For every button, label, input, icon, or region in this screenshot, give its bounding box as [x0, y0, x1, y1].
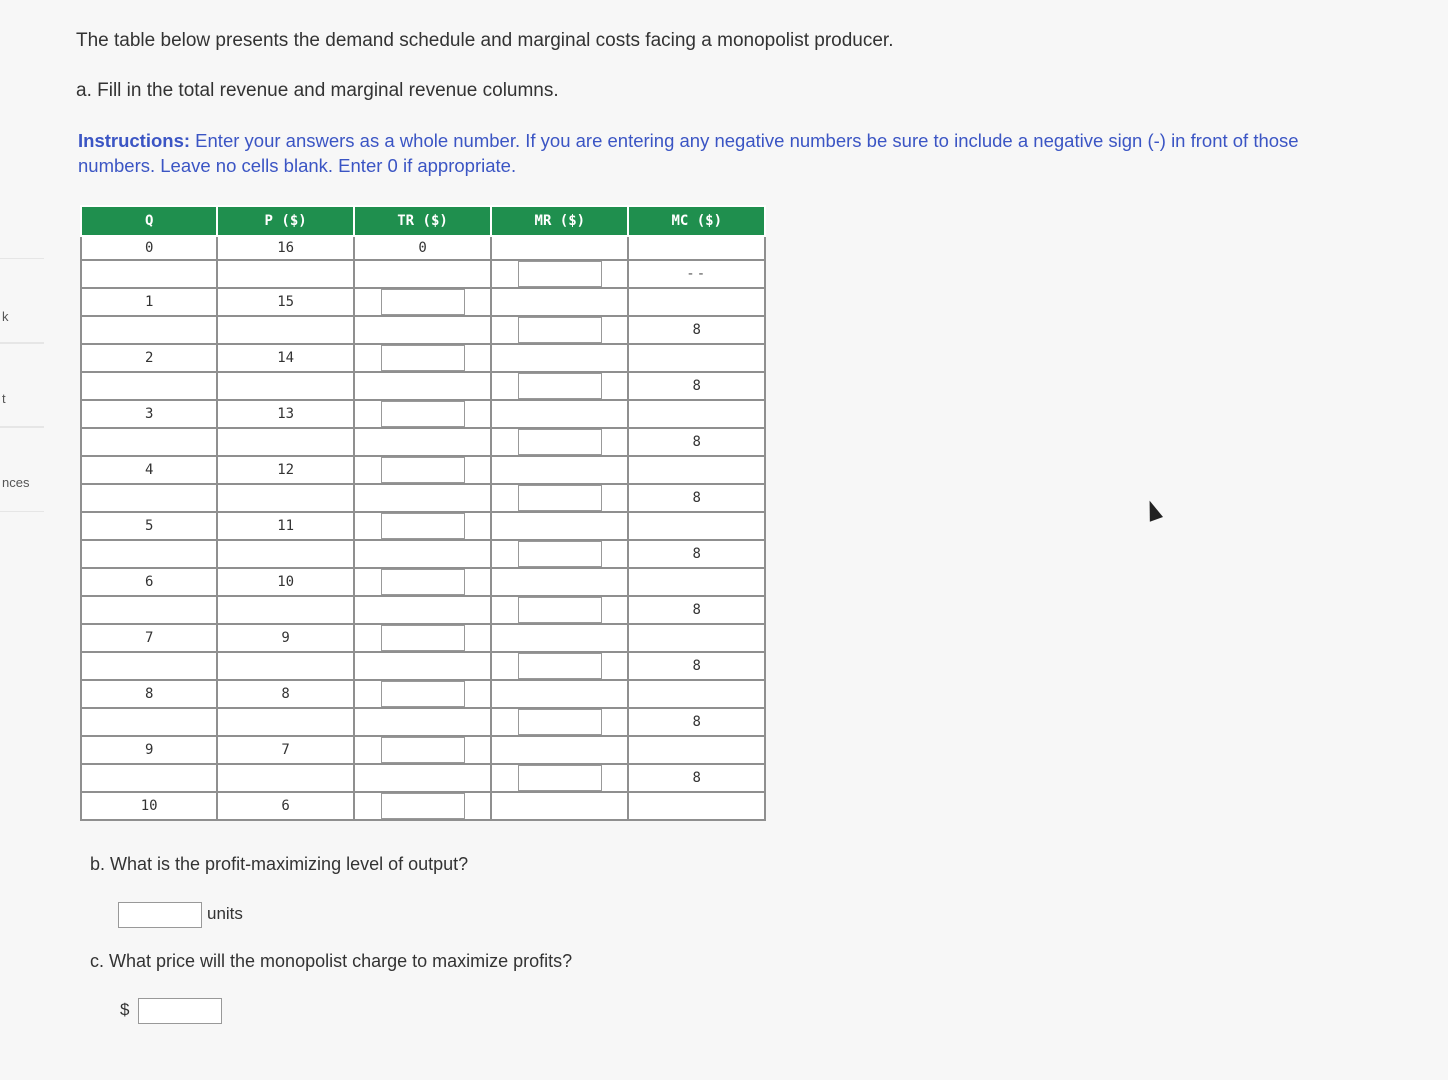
table-row-between [81, 428, 765, 456]
mr-cell [491, 400, 628, 428]
mr-input[interactable] [518, 709, 602, 735]
tr-input[interactable] [381, 569, 465, 595]
demand-schedule-table [80, 205, 766, 821]
q-cell: 1 [81, 288, 217, 316]
mr-input[interactable] [518, 765, 602, 791]
q-cell [81, 540, 217, 568]
sidebar-item-3[interactable] [0, 426, 44, 512]
mr-cell [491, 708, 628, 736]
mr-cell [491, 792, 628, 820]
q-cell: 7 [81, 624, 217, 652]
tr-cell [354, 708, 491, 736]
tr-cell [354, 400, 491, 428]
tr-input[interactable] [381, 513, 465, 539]
p-cell [217, 428, 354, 456]
table-row-q0 [81, 236, 765, 260]
mc-cell: 8 [628, 764, 765, 792]
q-cell: 3 [81, 400, 217, 428]
p-cell [217, 652, 354, 680]
tr-cell [354, 316, 491, 344]
p-cell: 12 [217, 456, 354, 484]
instructions-text: Enter your answers as a whole number. If you are entering any negative numbers be sure to include a negative sign (-) in front of those numbers. Leave no cells blank. Enter 0 if appropriate. [78, 130, 1299, 176]
p-cell: 14 [217, 344, 354, 372]
mc-cell: 8 [628, 596, 765, 624]
p-cell [217, 372, 354, 400]
table-row [81, 456, 765, 484]
mr-cell [491, 344, 628, 372]
table-row [81, 400, 765, 428]
tr-cell [354, 680, 491, 708]
table-header-row [81, 206, 765, 236]
table-row-between [81, 372, 765, 400]
tr-cell [354, 372, 491, 400]
question-part-a: a. Fill in the total revenue and marginal revenue columns. [76, 80, 559, 101]
table-row [81, 736, 765, 764]
sidebar-item-2[interactable] [0, 342, 44, 428]
question-intro: The table below presents the demand schedule and marginal costs facing a monopolist producer. [76, 30, 894, 51]
p-cell: 10 [217, 568, 354, 596]
output-answer-input[interactable] [118, 902, 202, 928]
mr-input[interactable] [518, 373, 602, 399]
q-cell [81, 484, 217, 512]
tr-cell [354, 596, 491, 624]
q-cell [81, 708, 217, 736]
tr-input[interactable] [381, 625, 465, 651]
mr-cell [491, 512, 628, 540]
tr-cell [354, 736, 491, 764]
p-cell [217, 540, 354, 568]
mc-cell [628, 736, 765, 764]
table-row-between [81, 484, 765, 512]
p-cell: 9 [217, 624, 354, 652]
q-cell: 9 [81, 736, 217, 764]
mc-cell: 8 [628, 316, 765, 344]
table-row [81, 512, 765, 540]
table-row-between [81, 316, 765, 344]
mr-cell [491, 236, 628, 260]
table-row [81, 568, 765, 596]
mr-cell [491, 596, 628, 624]
header-q: Q [81, 206, 217, 236]
table-row-between [81, 764, 765, 792]
q-cell [81, 316, 217, 344]
q-cell: 6 [81, 568, 217, 596]
table-row [81, 624, 765, 652]
tr-cell [354, 568, 491, 596]
p-cell: 8 [217, 680, 354, 708]
left-sidebar [0, 0, 44, 1080]
mc-cell [628, 288, 765, 316]
table-row-between [81, 708, 765, 736]
units-label: units [207, 904, 243, 923]
mc-cell [628, 792, 765, 820]
q-cell: 0 [81, 236, 217, 260]
mr-input[interactable] [518, 429, 602, 455]
tr-cell [354, 540, 491, 568]
mr-input[interactable] [518, 317, 602, 343]
tr-input[interactable] [381, 793, 465, 819]
mr-cell [491, 428, 628, 456]
sidebar-item-label: nces [2, 475, 30, 490]
mr-input[interactable] [518, 541, 602, 567]
mc-value: -- [686, 266, 708, 282]
mc-cell [628, 344, 765, 372]
tr-cell [354, 652, 491, 680]
mc-cell [628, 260, 765, 288]
tr-input[interactable] [381, 345, 465, 371]
mr-cell [491, 680, 628, 708]
tr-input[interactable] [381, 457, 465, 483]
mc-cell: 8 [628, 372, 765, 400]
tr-cell [354, 792, 491, 820]
mc-cell: 8 [628, 428, 765, 456]
tr-cell [354, 764, 491, 792]
q-cell: 8 [81, 680, 217, 708]
q-cell [81, 652, 217, 680]
tr-cell [354, 428, 491, 456]
p-cell [217, 764, 354, 792]
q-cell [81, 372, 217, 400]
p-cell: 15 [217, 288, 354, 316]
tr-cell [354, 288, 491, 316]
mr-cell [491, 540, 628, 568]
p-cell: 13 [217, 400, 354, 428]
p-cell: 6 [217, 792, 354, 820]
mc-cell: 8 [628, 540, 765, 568]
mr-cell [491, 372, 628, 400]
question-part-b: b. What is the profit-maximizing level of output? [90, 854, 469, 874]
mr-cell [491, 484, 628, 512]
mc-cell [628, 236, 765, 260]
table-row [81, 288, 765, 316]
mr-input[interactable] [518, 653, 602, 679]
tr-input[interactable] [381, 737, 465, 763]
p-cell: 7 [217, 736, 354, 764]
mr-cell [491, 316, 628, 344]
mr-cell [491, 764, 628, 792]
dollar-sign: $ [120, 1000, 130, 1019]
header-mr: MR ($) [491, 206, 628, 236]
q-cell: 4 [81, 456, 217, 484]
mr-input[interactable] [518, 485, 602, 511]
p-cell [217, 708, 354, 736]
table-row-between [81, 652, 765, 680]
tr-cell [354, 484, 491, 512]
q-cell: 10 [81, 792, 217, 820]
p-cell: 11 [217, 512, 354, 540]
mc-cell [628, 456, 765, 484]
tr-input[interactable] [381, 401, 465, 427]
mc-cell [628, 568, 765, 596]
p-cell [217, 316, 354, 344]
sidebar-item-label: t [2, 391, 6, 406]
mc-cell [628, 680, 765, 708]
instructions [78, 128, 1368, 178]
p-cell: 16 [217, 236, 354, 260]
q-cell [81, 596, 217, 624]
sidebar-item-label: k [2, 309, 9, 324]
q-cell: 5 [81, 512, 217, 540]
q-cell [81, 428, 217, 456]
mr-cell [491, 652, 628, 680]
mc-cell: 8 [628, 484, 765, 512]
price-answer-input[interactable] [138, 998, 222, 1024]
mc-cell: 8 [628, 708, 765, 736]
p-cell [217, 260, 354, 288]
tr-input[interactable] [381, 289, 465, 315]
mr-cell [491, 568, 628, 596]
table-row-between [81, 540, 765, 568]
tr-input[interactable] [381, 681, 465, 707]
mr-cell [491, 288, 628, 316]
mc-cell: 8 [628, 652, 765, 680]
q-cell [81, 260, 217, 288]
instructions-label: Instructions: [78, 130, 191, 151]
mr-cell [491, 624, 628, 652]
table-row [81, 344, 765, 372]
mouse-pointer-icon [1143, 498, 1163, 522]
p-cell [217, 596, 354, 624]
tr-cell [354, 624, 491, 652]
tr-cell [354, 456, 491, 484]
header-p: P ($) [217, 206, 354, 236]
header-mc: MC ($) [628, 206, 765, 236]
table-row [81, 792, 765, 820]
question-part-c: c. What price will the monopolist charge to maximize profits? [90, 951, 573, 971]
mr-cell [491, 736, 628, 764]
mc-cell [628, 624, 765, 652]
table-row-between [81, 260, 765, 288]
q-cell: 2 [81, 344, 217, 372]
tr-cell [354, 512, 491, 540]
p-cell [217, 484, 354, 512]
mc-cell [628, 400, 765, 428]
header-tr: TR ($) [354, 206, 491, 236]
mr-cell [491, 456, 628, 484]
table-row-between [81, 596, 765, 624]
mr-cell [491, 260, 628, 288]
mr-input[interactable] [518, 261, 602, 287]
table-row [81, 680, 765, 708]
mc-cell [628, 512, 765, 540]
tr-cell: 0 [354, 236, 491, 260]
q-cell [81, 764, 217, 792]
tr-cell [354, 260, 491, 288]
tr-cell [354, 344, 491, 372]
sidebar-item-1[interactable] [0, 258, 44, 344]
mr-input[interactable] [518, 597, 602, 623]
